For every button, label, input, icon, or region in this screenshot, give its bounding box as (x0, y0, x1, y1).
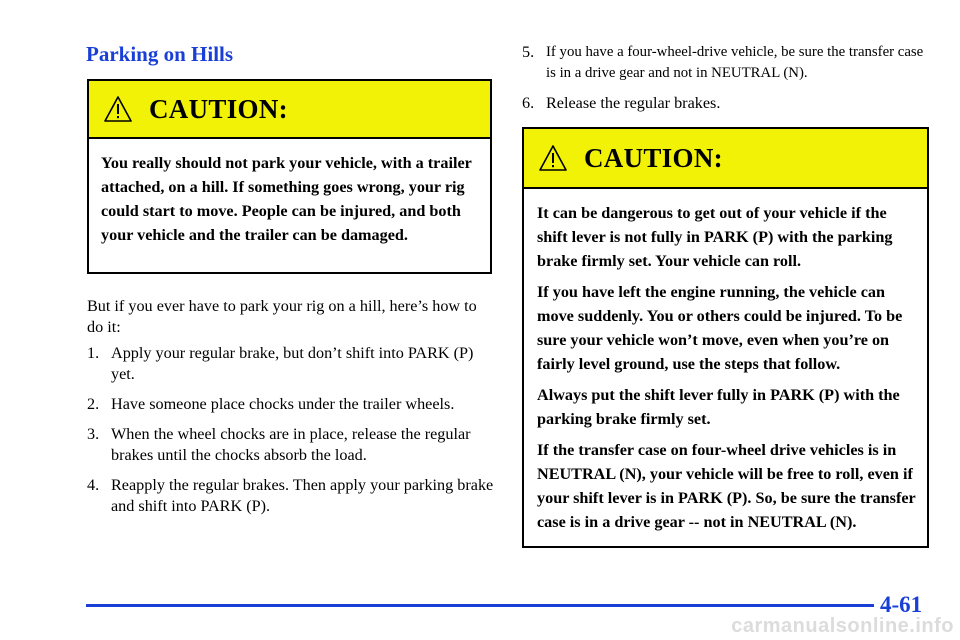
caution-header (524, 129, 927, 189)
step-number: 4. (87, 476, 100, 494)
section-title: Parking on Hills (86, 42, 234, 66)
caution-paragraph: You really should not park your vehicle, with a trailer attached, on a hill. If something goes wrong, your rig could start to move. People can be injured, and both your vehicle and the trailer can be damaged. (101, 154, 472, 244)
caution-box-left (87, 79, 492, 274)
step-number: 1. (87, 344, 100, 362)
steps-list-left (87, 343, 497, 526)
list-item (522, 42, 934, 84)
caution-paragraph: If you have left the engine running, the vehicle can move suddenly. You or others could be injured. To be sure your vehicle won’t move, even when you’re on fairly level ground, use the steps that follow. (537, 283, 903, 373)
list-item (522, 93, 934, 114)
step-text: Reapply the regular brakes. Then apply your parking brake and shift into PARK (P). (111, 476, 494, 515)
list-item (87, 394, 497, 415)
step-number: 5. (522, 43, 535, 61)
list-item (87, 343, 497, 385)
list-item (87, 424, 497, 466)
step-text: When the wheel chocks are in place, release the regular brakes until the chocks absorb the load. (111, 425, 471, 464)
step-text: Have someone place chocks under the trailer wheels. (111, 395, 455, 413)
step-number: 3. (87, 425, 100, 443)
caution-paragraph: It can be dangerous to get out of your vehicle if the shift lever is not fully in PARK (P) with the parking brake firmly set. Your vehicle can roll. (537, 204, 893, 270)
step-number: 2. (87, 395, 100, 413)
caution-body (89, 139, 490, 247)
warning-triangle-icon (538, 144, 568, 172)
watermark: carmanualsonline.info (731, 615, 954, 637)
caution-box-right (522, 127, 929, 548)
step-text: If you have a four-wheel-drive vehicle, be sure the transfer case is in a drive gear and not in NEUTRAL (N). (546, 44, 924, 81)
steps-list-right (522, 42, 934, 123)
step-text: Apply your regular brake, but don’t shift into PARK (P) yet. (111, 344, 474, 383)
step-text: Release the regular brakes. (546, 94, 721, 112)
caution-body (524, 189, 927, 534)
caution-paragraph: Always put the shift lever fully in PARK (P) with the parking brake firmly set. (537, 386, 900, 428)
caution-title: CAUTION: (584, 142, 723, 173)
caution-title: CAUTION: (149, 93, 288, 124)
intro-paragraph: But if you ever have to park your rig on a hill, here’s how to do it: (87, 297, 477, 336)
footer-rule (86, 604, 874, 607)
caution-header (89, 81, 490, 139)
warning-triangle-icon (103, 95, 133, 123)
page-number: 4-61 (880, 592, 923, 617)
list-item (87, 475, 497, 517)
step-number: 6. (522, 94, 535, 112)
caution-paragraph: If the transfer case on four-wheel drive vehicles is in NEUTRAL (N), your vehicle will be free to roll, even if your shift lever is in PARK (P). So, be sure the transfer case is in a drive gear -- not in NEUTRAL (N). (537, 441, 916, 531)
